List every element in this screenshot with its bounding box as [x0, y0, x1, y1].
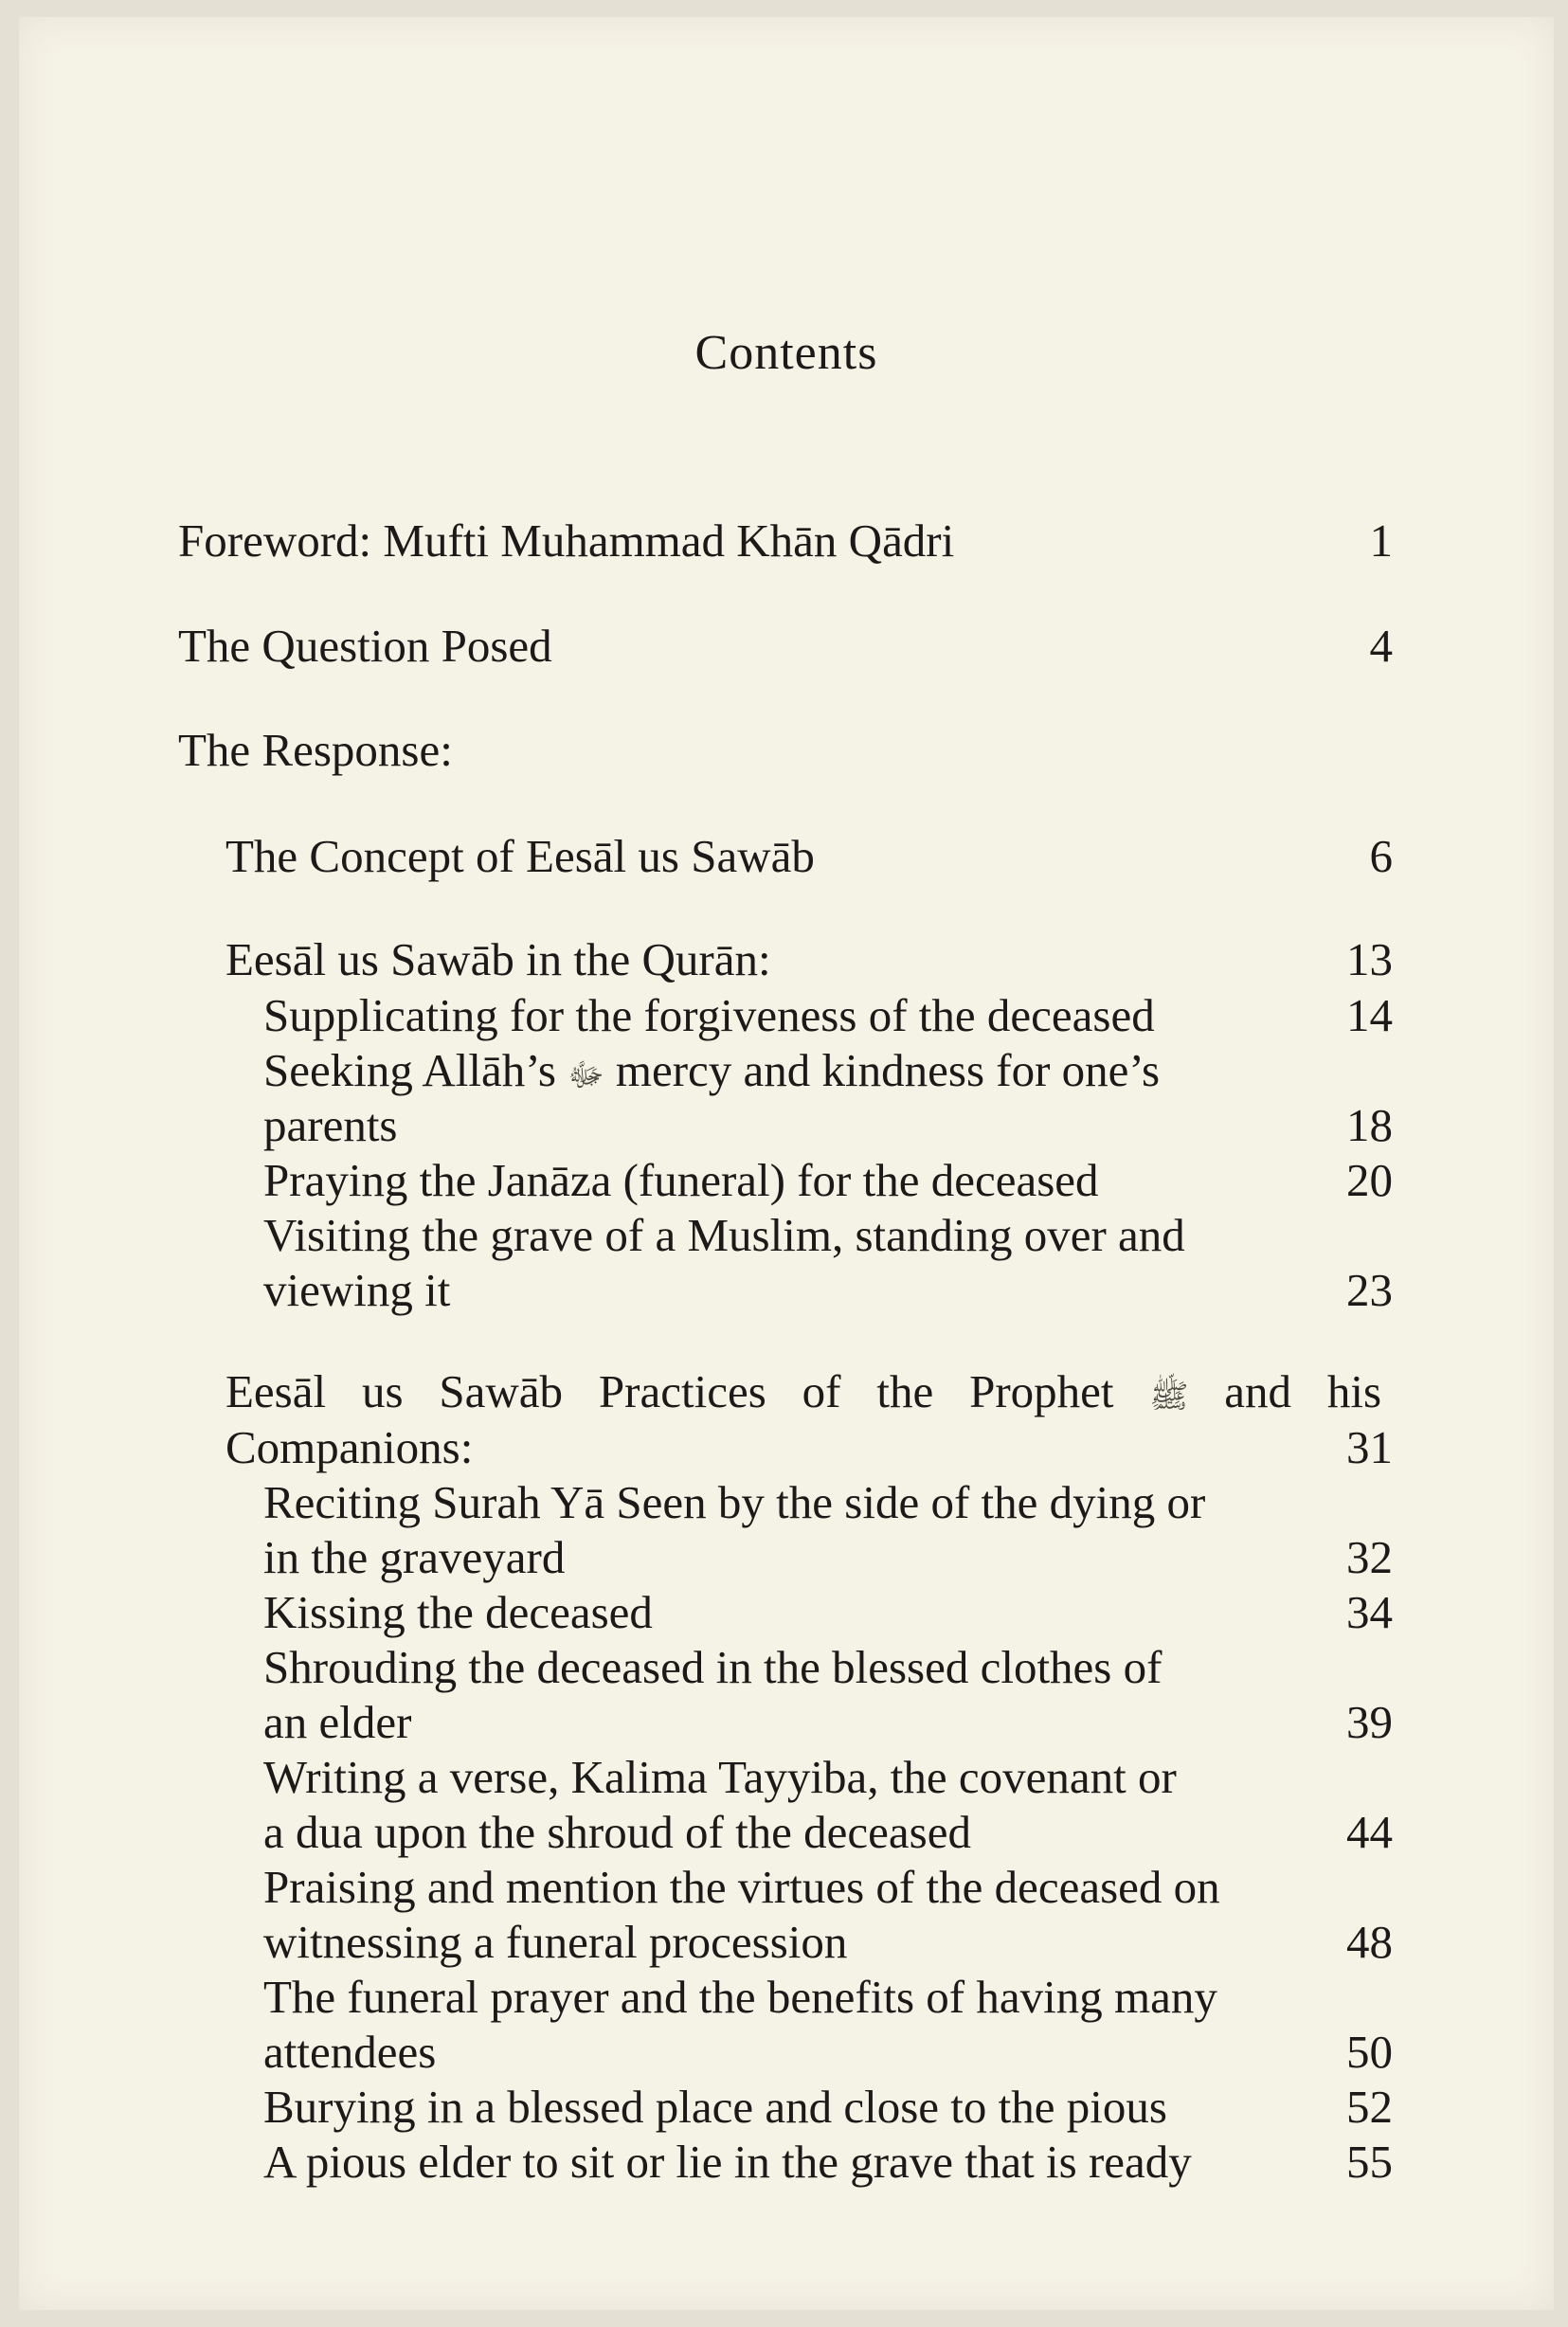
toc-entry-pious-elder: A pious elder to sit or lie in the grave that is ready	[263, 2136, 1192, 2188]
page-number: 31	[1346, 1421, 1393, 1473]
toc-entry-praising-line2: witnessing a funeral procession	[263, 1916, 848, 1968]
toc-entry-concept: The Concept of Eesāl us Sawāb	[225, 830, 815, 882]
toc-entry-funeral-prayer-line1: The funeral prayer and the benefits of having many	[263, 1971, 1217, 2023]
page-number: 44	[1346, 1806, 1393, 1858]
toc-entry-shrouding-line2: an elder	[263, 1696, 412, 1748]
toc-entry-burying: Burying in a blessed place and close to the pious	[263, 2081, 1167, 2133]
page-number: 6	[1369, 830, 1393, 882]
toc-entry-writing-verse-line2: a dua upon the shroud of the deceased	[263, 1806, 971, 1858]
page-title: Contents	[694, 326, 878, 380]
word: Practices	[598, 1365, 766, 1417]
word: of	[802, 1365, 841, 1417]
toc-entry-prophet-practices-line1	[225, 1364, 1381, 1425]
honorific-symbol: ﷻ	[568, 1058, 604, 1093]
toc-entry-quran-section: Eesāl us Sawāb in the Qurān:	[225, 933, 771, 985]
page-number: 55	[1346, 2136, 1393, 2188]
toc-entry-janaza: Praying the Janāza (funeral) for the deceased	[263, 1154, 1099, 1206]
toc-entry-funeral-prayer-line2: attendees	[263, 2026, 437, 2078]
toc-entry-question-posed: The Question Posed	[178, 620, 552, 672]
toc-entry-surah-yaseen-line2: in the graveyard	[263, 1531, 566, 1583]
toc-entry-prophet-practices-line2: Companions:	[225, 1421, 474, 1473]
page-number: 14	[1346, 989, 1393, 1041]
word: us	[361, 1365, 404, 1417]
entry-text: mercy and kindness for one’s	[615, 1044, 1161, 1096]
page-number: 13	[1346, 933, 1393, 985]
word: Eesāl	[225, 1365, 327, 1417]
book-page	[19, 17, 1554, 2310]
page-number: 1	[1369, 514, 1393, 567]
page-number: 23	[1346, 1264, 1393, 1316]
toc-entry-surah-yaseen-line1: Reciting Surah Yā Seen by the side of the dying or	[263, 1476, 1206, 1528]
page-number: 18	[1346, 1099, 1393, 1151]
toc-entry-seeking-mercy-line2: parents	[263, 1099, 398, 1151]
word: Sawāb	[439, 1365, 564, 1417]
toc-entry-foreword: Foreword: Mufti Muhammad Khān Qādri	[178, 514, 955, 567]
page-number: 32	[1346, 1531, 1393, 1583]
toc-entry-shrouding-line1: Shrouding the deceased in the blessed clothes of	[263, 1641, 1162, 1693]
toc-entry-supplicating: Supplicating for the forgiveness of the deceased	[263, 989, 1155, 1041]
toc-entry-writing-verse-line1: Writing a verse, Kalima Tayyiba, the covenant or	[263, 1751, 1177, 1803]
page-number: 34	[1346, 1586, 1393, 1638]
toc-entry-seeking-mercy-line1	[263, 1043, 1160, 1104]
honorific-symbol: ﷺ	[1149, 1380, 1189, 1415]
toc-entry-praising-line1: Praising and mention the virtues of the deceased on	[263, 1861, 1220, 1913]
word: Prophet	[969, 1365, 1114, 1417]
entry-text: Seeking Allāh’s	[263, 1044, 556, 1096]
page-number: 39	[1346, 1696, 1393, 1748]
toc-entry-visiting-grave-line2: viewing it	[263, 1264, 451, 1316]
toc-entry-response: The Response:	[178, 724, 453, 776]
word: and	[1224, 1365, 1292, 1417]
page-number: 20	[1346, 1154, 1393, 1206]
page-number: 4	[1369, 620, 1393, 672]
page-number: 52	[1346, 2081, 1393, 2133]
word: the	[876, 1365, 934, 1417]
word: his	[1326, 1365, 1382, 1417]
page-number: 50	[1346, 2026, 1393, 2078]
toc-entry-kissing: Kissing the deceased	[263, 1586, 653, 1638]
page-number: 48	[1346, 1916, 1393, 1968]
toc-entry-visiting-grave-line1: Visiting the grave of a Muslim, standing over and	[263, 1209, 1185, 1261]
